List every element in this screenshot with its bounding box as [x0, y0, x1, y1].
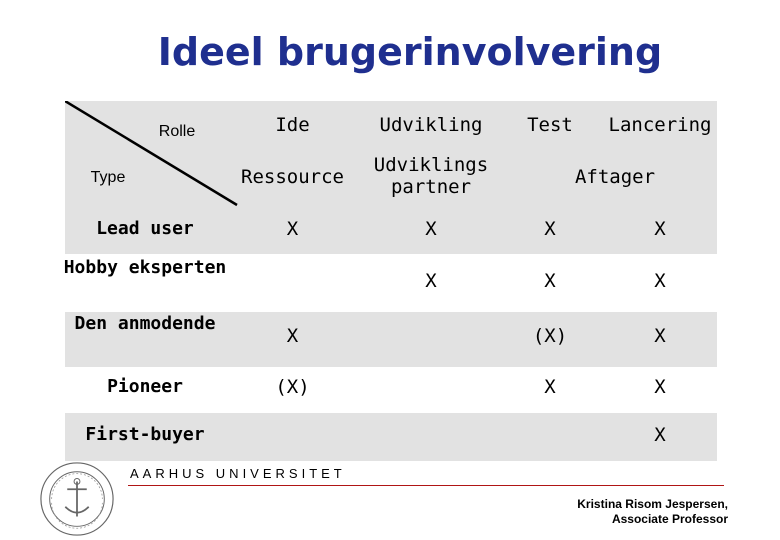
cell-lancering: X: [654, 218, 666, 240]
footer-rule: [128, 485, 724, 486]
cell-lancering: X: [654, 424, 666, 446]
row-label: Lead user: [96, 218, 194, 239]
row-label: Pioneer: [107, 376, 183, 397]
author-position: Associate Professor: [611, 512, 728, 526]
university-seal-icon: [38, 460, 116, 538]
header-role-ressource: Ressource: [241, 166, 344, 188]
cell-ide: X: [286, 325, 299, 347]
cell-lancering: X: [654, 270, 666, 292]
author-credit: [488, 497, 728, 527]
cell-test: X: [544, 270, 556, 292]
involvement-table: [65, 101, 717, 461]
cell-test: (X): [532, 325, 568, 347]
header-role-udviklings-partner: Udviklings partner: [373, 154, 489, 198]
cell-udvikling: X: [425, 270, 437, 292]
cell-lancering: X: [654, 376, 666, 398]
corner-diagonal: [65, 101, 240, 207]
row-label: Hobby eksperten: [63, 257, 227, 278]
cell-ide: (X): [275, 376, 310, 398]
cell-test: X: [544, 376, 556, 398]
header-phase-udvikling: Udvikling: [379, 114, 483, 136]
header-phase-ide: Ide: [275, 114, 310, 136]
header-role-aftager: Aftager: [574, 166, 656, 188]
cell-udvikling: X: [425, 218, 437, 240]
author-name: Kristina Risom Jespersen,: [577, 497, 728, 511]
cell-ide: X: [286, 218, 299, 240]
cell-test: X: [544, 218, 556, 240]
row-label: Den anmodende: [74, 313, 216, 334]
corner-label-rolle: Rolle: [158, 123, 196, 140]
row-label: First-buyer: [85, 424, 205, 445]
header-phase-test: Test: [527, 114, 573, 136]
corner-label-type: Type: [90, 169, 126, 186]
header-phase-lancering: Lancering: [608, 114, 712, 136]
cell-lancering: X: [654, 325, 666, 347]
university-name: AARHUS UNIVERSITET: [130, 466, 346, 481]
page-title: Ideel brugerinvolvering: [157, 30, 663, 74]
